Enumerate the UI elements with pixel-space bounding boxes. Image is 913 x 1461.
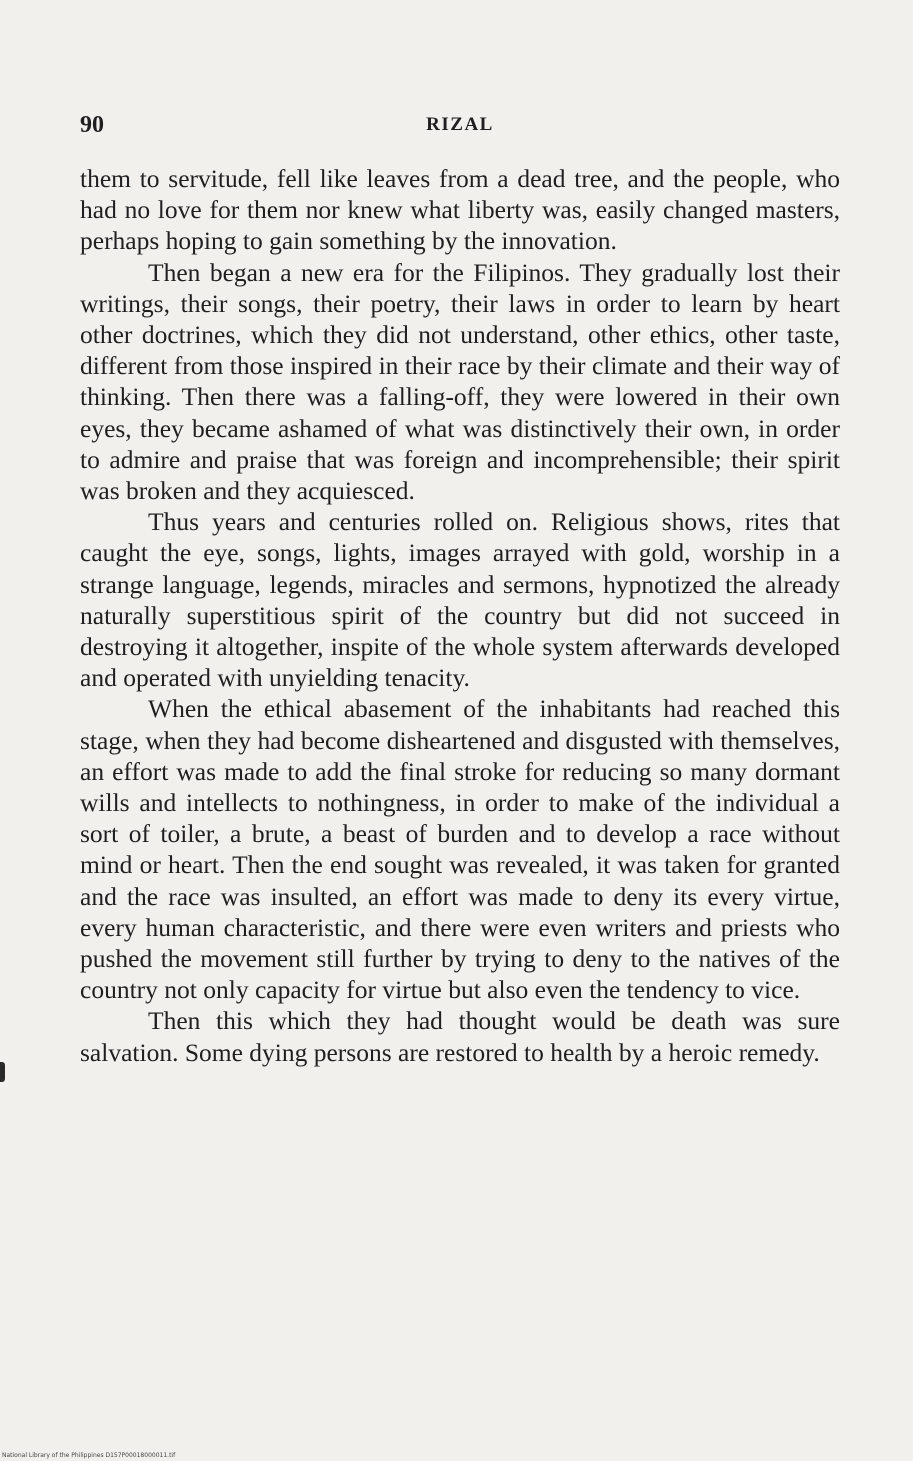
scan-footer-stamp: National Library of the Philippines D157P00018000011.tif (2, 1452, 176, 1459)
running-head: RIZAL (426, 114, 494, 135)
paragraph: them to servitude, fell like leaves from a dead tree, and the people, who had no love for them nor knew what liberty was, easily changed masters, perhaps hoping to gain something by the innovation. (80, 164, 840, 256)
paragraph: When the ethical abasement of the inhabitants had reached this stage, when they had become disheartened and disgusted with themselves, an effort was made to add the final stroke for reducing so many dormant wills and intellects to nothingness, in order to make of the individual a sort of toiler, a brute, a beast of burden and to develop a race without mind or heart. Then the end sought was revealed, it was taken for granted and the race was insulted, an effort was made to deny its every virtue, every human characteristic, and there were even writers and priests who pushed the movement still further by trying to deny to the natives of the country not only capacity for virtue but also even the tendency to vice. (80, 694, 840, 1005)
paragraph: Then began a new era for the Filipinos. They gradually lost their writings, their songs, their poetry, their laws in order to learn by heart other doctrines, which they did not understand, other ethics, other taste, different from those inspired in their race by their climate and their way of thinking. Then there was a falling-off, they were lowered in their own eyes, they became ashamed of what was distinctively their own, in order to admire and praise that was foreign and incomprehensible; their spirit was broken and they acquiesced. (80, 257, 840, 506)
page-header (80, 112, 840, 142)
scan-edge-mark (0, 1062, 5, 1082)
paragraph: Thus years and centuries rolled on. Religious shows, rites that caught the eye, songs, lights, images arrayed with gold, worship in a strange language, legends, miracles and sermons, hypnotized the already naturally superstitious spirit of the country but did not succeed in destroying it altogether, inspite of the whole system afterwards developed and operated with unyielding tenacity. (80, 507, 840, 693)
paragraph: Then this which they had thought would be death was sure salvation. Some dying persons are restored to health by a heroic remedy. (80, 1006, 840, 1067)
page-number: 90 (80, 112, 104, 138)
body-text (80, 163, 840, 1068)
